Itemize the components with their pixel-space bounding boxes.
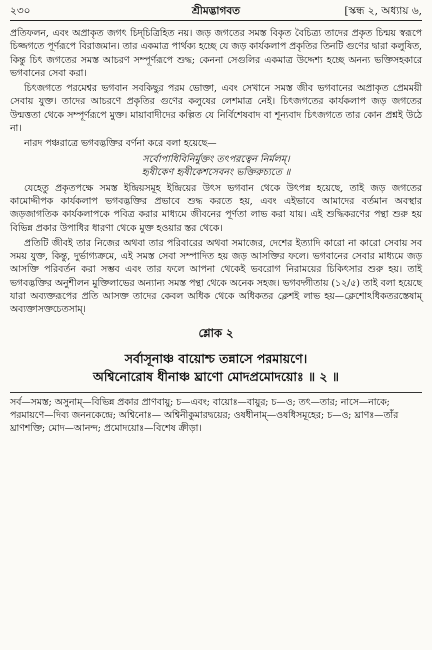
verse-line: হৃষীকেণ হৃষীকেশসেবনং ভক্তিরুচ্যতে ॥	[141, 166, 291, 178]
page-number: ২৩০	[10, 5, 31, 17]
shloka-heading: শ্লোক ২	[198, 325, 234, 340]
running-title: শ্রীমদ্ভাগবত	[191, 5, 241, 17]
shloka-line: অশ্বিনোরোষ ধীনাঞ্চ ঘ্রাণো মোদপ্রমোদয়োঃ ॥ ২ ॥	[93, 368, 339, 384]
paragraph: চিৎজগতে পরমেশ্বর ভগবান সবকিছুর পরম ভোক্তা, এবং সেখানে সমস্ত জীব ভগবানের অপ্রাকৃত প্রেমময়ী সেবায় যুক্ত। তাদের আচরণে প্রকৃতির গুণের কলুষের লেশমাত্র নেই। চিৎজগতের কার্যকলাপ জড় জগতের উন্মত্ততা থেকে সম্পূর্ণরূপে মুক্ত। মায়াবাদীদের কল্পিত যে নির্বিশেষবাদ বা শূন্যবাদ চিৎজগতে তার কোন প্রশ্নই উঠে না।	[10, 83, 422, 135]
section-reference: [স্কন্ধ ২, অধ্যায় ৬,	[344, 5, 422, 17]
paragraph: যেহেতু প্রকৃতপক্ষে সমস্ত ইন্দ্রিয়সমূহ ইন্দ্রিয়ের উৎস ভগবান থেকে উৎপন্ন হয়েছে, তাই জড় জগতের কামোদ্দীপক কার্যকলাপ ভগবদ্ভক্তির প্রভাবে শুদ্ধ করতে হয়, এবং এইভাবে আমাদের বর্তমান অবস্থার জড়জাগতিক কার্যকলাপকে পবিত্র করার মাধ্যমে জীবনের পূর্ণতা লাভ করা যায়। এই শুদ্ধিকরণের পন্থা শুরু হয় বিভিন্ন প্রকার উপাধির ধারণা থেকে মুক্ত হওয়ার স্তর থেকে।	[10, 182, 422, 234]
synonyms: সর্ব—সমস্ত; অসুনাম্—বিভিন্ন প্রকার প্রাণবায়ু; চ—এবং; বায়োঃ—বায়ুর; চ—ও; তৎ—তার; নাসে—নাকে; পরমায়ণে—দিব্য জননকেন্দ্রে; অশ্বিনোঃ— অশ্বিনীকুমারদ্বয়ের; ওষধীনাম্—ওষধিসমূহের; চ—ও; ঘ্রাণঃ—তাঁর ঘ্রাণশক্তি; মোদ—আনন্দ; প্রমোদয়োঃ—বিশেষ ক্রীড়া।	[10, 392, 422, 436]
page	[10, 4, 422, 436]
paragraph: প্রতিফলন, এবং অপ্রাকৃত জগৎ চিদ্‌চিত্রিহিত নয়। জড় জগতের সমস্ত বিকৃত বৈচিত্র্য তাদের প্রকৃত চিন্ময় স্বরূপে চিজ্জগতে পূর্ণরূপে বিরাজমান। তার একমাত্র পার্থক্য হচ্ছে যে জড় কার্যকলাপ প্রকৃতির তিনটি গুণের দ্বারা কলুষিত, কিন্তু চিৎ জগতের সমস্ত আচরণ সম্পূর্ণরূপে শুদ্ধ; কেননা সেগুলির একমাত্র উদ্দেশ্য হচ্ছে অনন্য ভক্তিসহকারে ভগবানের সেবা করা।	[10, 28, 422, 79]
paragraph: প্রতিটি জীবই তার নিজের অথবা তার পরিবারের অথবা সমাজের, দেশের ইত্যাদি কারো না কারো সেবায় সব সময় যুক্ত, কিন্তু, দুর্ভাগ্যক্রমে, এই সমস্ত সেবা সম্পাদিত হয় জড় আসক্তির ফলে। ভগবানের সেবার মাধ্যমে জড় আসক্তি পরিবর্তন করা সম্ভব এবং তার ফলে আপনা থেকেই ভবরোগ নিরাময়ের চিকিৎসার শুরু হয়। তাই ভগবদ্ভক্তির অনুশীলন মুক্তিলাভের অন্যান্য সমস্ত পন্থা থেকে অনেক সহজ। ভগবদ্গীতায় (১২/৫) তাই বলা হয়েছে যারা অব্যক্তরূপের প্রতি আসক্ত তাদের কেবল অধিক থেকে অধিকতর ক্লেশই লাভ হয়—ক্লেশোঽধিকতরস্তেষাম্ অব্যক্তাসক্তচেতসাম্।	[10, 237, 422, 316]
shloka-line: সর্বাসূনাঞ্চ বায়োশ্চ তন্নাসে পরমায়ণে।	[124, 350, 308, 366]
verse-line: সর্বোপাধিবিনির্মুক্তং তৎপরত্বেন নির্মলম্।	[142, 153, 290, 165]
quoted-verse	[10, 153, 422, 179]
page-header	[10, 4, 422, 18]
verse-intro: নারদ পঞ্চরাত্রে ভগবদ্ভক্তির বর্ণনা করে বলা হয়েছে—	[24, 138, 217, 150]
